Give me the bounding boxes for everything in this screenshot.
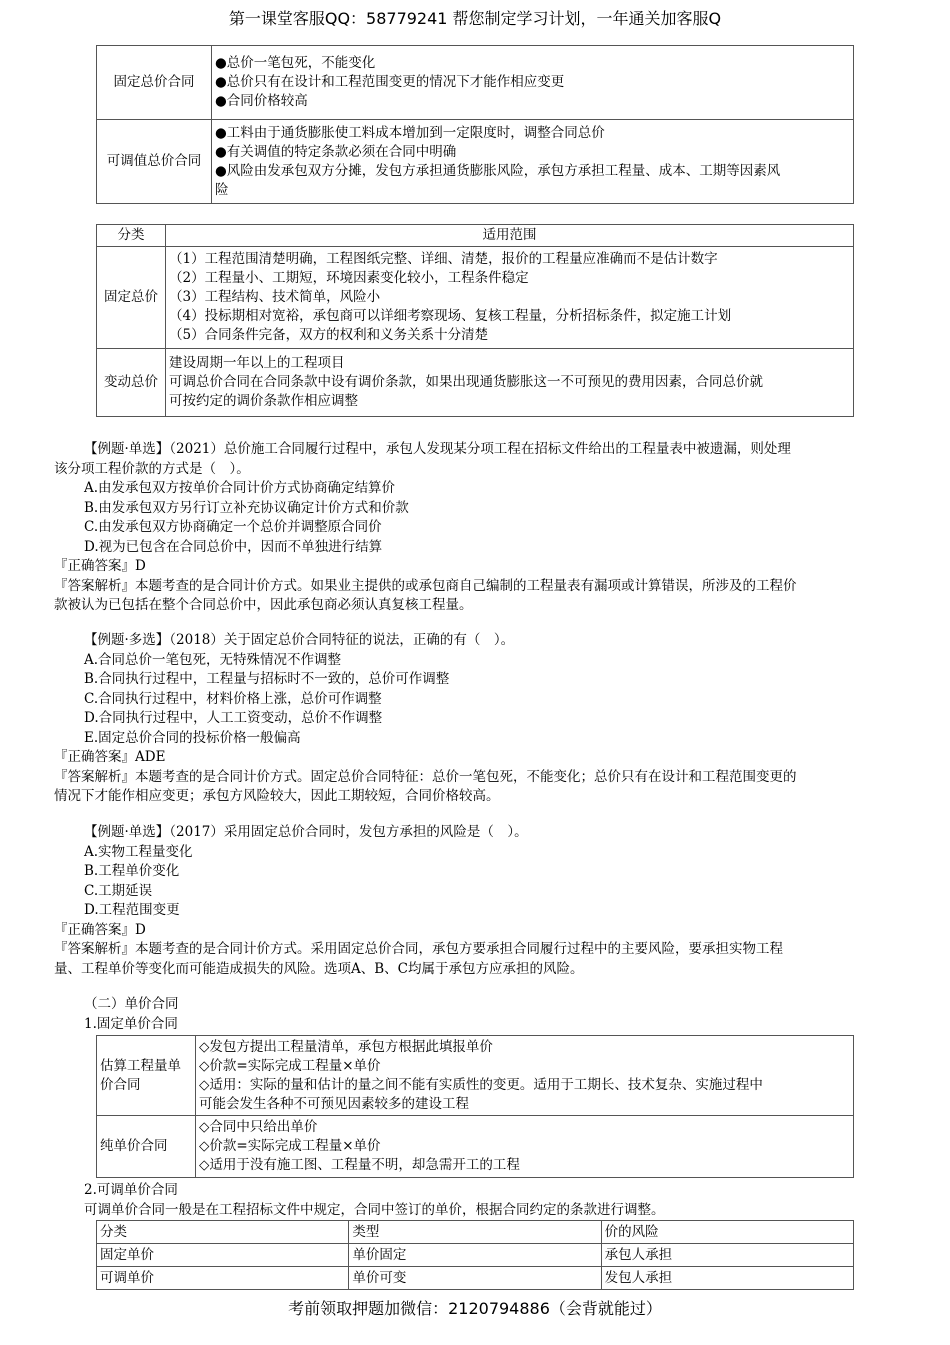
row-content bbox=[196, 1036, 854, 1116]
table-row bbox=[97, 349, 854, 417]
line: ◇价款=实际完成工程量×单价 bbox=[199, 1138, 381, 1154]
table-row bbox=[97, 1116, 854, 1178]
line: ●风险由发承包双方分摊，发包方承担通货膨胀风险，承包方承担工程量、成本、工期等因素风 bbox=[215, 162, 781, 179]
applicability-table bbox=[96, 224, 854, 417]
line: （1）工程范围清楚明确，工程图纸完整、详细、清楚，报价的工程量应准确而不是估计数字 bbox=[169, 251, 718, 267]
line: ◇发包方提出工程量清单，承包方根据此填报单价 bbox=[199, 1038, 493, 1055]
column-header: 适用范围 bbox=[166, 225, 854, 247]
subsection-desc: 可调单价合同一般是在工程招标文件中规定，合同中签订的单价，根据合同约定的条款进行调整。 bbox=[84, 1201, 665, 1218]
table-cell: 可调单价 bbox=[97, 1267, 349, 1290]
correct-answer: 『正确答案』ADE bbox=[54, 749, 166, 765]
option: C.合同执行过程中，材料价格上涨，总价可作调整 bbox=[84, 690, 382, 707]
question-1 bbox=[54, 440, 898, 616]
adjustable-unit-price-section bbox=[54, 1181, 898, 1220]
table-row bbox=[97, 120, 854, 204]
line: 可按约定的调价条款作相应调整 bbox=[169, 393, 358, 409]
row-label: 变动总价 bbox=[97, 349, 166, 417]
option: C.工期延误 bbox=[84, 882, 153, 899]
table-cell: 固定单价 bbox=[97, 1244, 349, 1267]
option: B.由发承包双方另行订立补充协议确定计价方式和价款 bbox=[84, 499, 409, 516]
answer-analysis: 情况下才能作相应变更；承包方风险较大，因此工期较短，合同价格较高。 bbox=[54, 788, 500, 804]
table-cell: 发包人承担 bbox=[601, 1267, 853, 1290]
answer-analysis: 『答案解析』本题考查的是合同计价方式。采用固定总价合同，承包方要承担合同履行过程中的主要风险，要承担实物工程 bbox=[54, 941, 783, 957]
line: ◇适用：实际的量和估计的量之间不能有实质性的变更。适用于工期长、技术复杂、实施过程中 bbox=[199, 1076, 763, 1093]
correct-answer: 『正确答案』D bbox=[54, 558, 146, 574]
row-label: 固定总价合同 bbox=[97, 46, 212, 120]
line: ●合同价格较高 bbox=[215, 93, 308, 109]
page-header: 第一课堂客服QQ：58779241 帮您制定学习计划，一年通关加客服Q bbox=[228, 9, 722, 28]
section-title: （二）单价合同 bbox=[84, 996, 179, 1012]
line: ●工料由于通货膨胀使工料成本增加到一定限度时，调整合同总价 bbox=[215, 124, 605, 141]
question-stem: 【例题·单选】（2021）总价施工合同履行过程中，承包人发现某分项工程在招标文件给出的工程量表中被遗漏，则处理 bbox=[84, 441, 791, 457]
unit-price-contract-table bbox=[96, 1035, 854, 1178]
table-header-row bbox=[97, 225, 854, 247]
page-footer: 考前领取押题加微信：2120794886（会背就能过） bbox=[288, 1299, 662, 1318]
column-header: 价的风险 bbox=[601, 1221, 853, 1244]
option: A.由发承包双方按单价合同计价方式协商确定结算价 bbox=[84, 480, 396, 496]
option: C.由发承包双方协商确定一个总价并调整原合同价 bbox=[84, 519, 382, 535]
row-content bbox=[166, 349, 854, 417]
answer-analysis: 量、工程单价等变化而可能造成损失的风险。选项A、B、C均属于承包方应承担的风险。 bbox=[54, 960, 584, 977]
option: A.实物工程量变化 bbox=[84, 843, 193, 860]
option: D.视为已包含在合同总价中，因而不单独进行结算 bbox=[84, 538, 383, 555]
option: B.工程单价变化 bbox=[84, 863, 180, 879]
column-header: 类型 bbox=[349, 1221, 601, 1244]
line: （3）工程结构、技术简单，风险小 bbox=[169, 289, 381, 305]
row-content bbox=[166, 247, 854, 349]
option: D.工程范围变更 bbox=[84, 902, 180, 918]
question-3 bbox=[54, 823, 898, 979]
row-label: 纯单价合同 bbox=[97, 1116, 196, 1178]
answer-analysis: 『答案解析』本题考查的是合同计价方式。固定总价合同特征：总价一笔包死，不能变化；总价只有在设计和工程范围变更的 bbox=[54, 768, 797, 785]
question-stem: 该分项工程价款的方式是（ ）。 bbox=[54, 460, 250, 477]
subsection-title: 2.可调单价合同 bbox=[84, 1182, 178, 1198]
price-risk-table bbox=[96, 1220, 854, 1290]
line: 可能会发生各种不可预见因素较多的建设工程 bbox=[199, 1095, 469, 1112]
subsection-title: 1.固定单价合同 bbox=[84, 1015, 178, 1032]
total-price-contract-table bbox=[96, 45, 854, 204]
column-header: 分类 bbox=[97, 1221, 349, 1244]
line: （5）合同条件完备，双方的权利和义务关系十分清楚 bbox=[169, 327, 489, 343]
question-stem: 【例题·多选】（2018）关于固定总价合同特征的说法，正确的有（ ）。 bbox=[84, 632, 515, 648]
option: E.固定总价合同的投标价格一般偏高 bbox=[84, 729, 301, 746]
line: ◇价款=实际完成工程量×单价 bbox=[199, 1057, 381, 1074]
line: 建设周期一年以上的工程项目 bbox=[169, 355, 345, 371]
row-label bbox=[97, 1036, 196, 1116]
row-content bbox=[212, 120, 854, 204]
line: 可调总价合同在合同条款中设有调价条款，如果出现通货膨胀这一不可预见的费用因素，合同总价就 bbox=[169, 374, 763, 390]
table-cell: 承包人承担 bbox=[601, 1244, 853, 1267]
label-line: 估算工程量单 bbox=[100, 1057, 181, 1074]
table-row bbox=[97, 1036, 854, 1116]
unit-price-section bbox=[54, 995, 898, 1034]
line: ●有关调值的特定条款必须在合同中明确 bbox=[215, 143, 457, 160]
row-label: 可调值总价合同 bbox=[97, 120, 212, 204]
correct-answer: 『正确答案』D bbox=[54, 921, 146, 938]
option: D.合同执行过程中，人工工资变动，总价不作调整 bbox=[84, 710, 383, 726]
column-header: 分类 bbox=[97, 225, 166, 247]
table-row bbox=[97, 1244, 854, 1267]
line: ◇合同中只给出单价 bbox=[199, 1119, 318, 1135]
line: ◇适用于没有施工图、工程量不明，却急需开工的工程 bbox=[199, 1157, 520, 1173]
line: ●总价只有在设计和工程范围变更的情况下才能作相应变更 bbox=[215, 74, 565, 90]
question-stem: 【例题·单选】（2017）采用固定总价合同时，发包方承担的风险是（ ）。 bbox=[84, 824, 528, 840]
line: ●总价一笔包死，不能变化 bbox=[215, 55, 376, 71]
line: 险 bbox=[215, 181, 229, 198]
row-content bbox=[212, 46, 854, 120]
row-label: 固定总价 bbox=[97, 247, 166, 349]
answer-analysis: 『答案解析』本题考查的是合同计价方式。如果业主提供的或承包商自己编制的工程量表有漏项或计算错误，所涉及的工程价 bbox=[54, 577, 797, 594]
table-header-row bbox=[97, 1221, 854, 1244]
option: B.合同执行过程中，工程量与招标时不一致的，总价可作调整 bbox=[84, 671, 450, 687]
line: （4）投标期相对宽裕，承包商可以详细考察现场、复核工程量，分析招标条件，拟定施工计划 bbox=[169, 308, 732, 324]
table-row bbox=[97, 46, 854, 120]
table-cell: 单价固定 bbox=[349, 1244, 601, 1267]
label-line: 价合同 bbox=[100, 1076, 141, 1093]
table-row bbox=[97, 1267, 854, 1290]
row-content bbox=[196, 1116, 854, 1178]
answer-analysis: 款被认为已包括在整个合同总价中，因此承包商必须认真复核工程量。 bbox=[54, 597, 473, 613]
table-cell: 单价可变 bbox=[349, 1267, 601, 1290]
question-2 bbox=[54, 631, 898, 807]
table-row bbox=[97, 247, 854, 349]
option: A.合同总价一笔包死，无特殊情况不作调整 bbox=[84, 651, 342, 668]
line: （2）工程量小、工期短，环境因素变化较小，工程条件稳定 bbox=[169, 270, 529, 286]
